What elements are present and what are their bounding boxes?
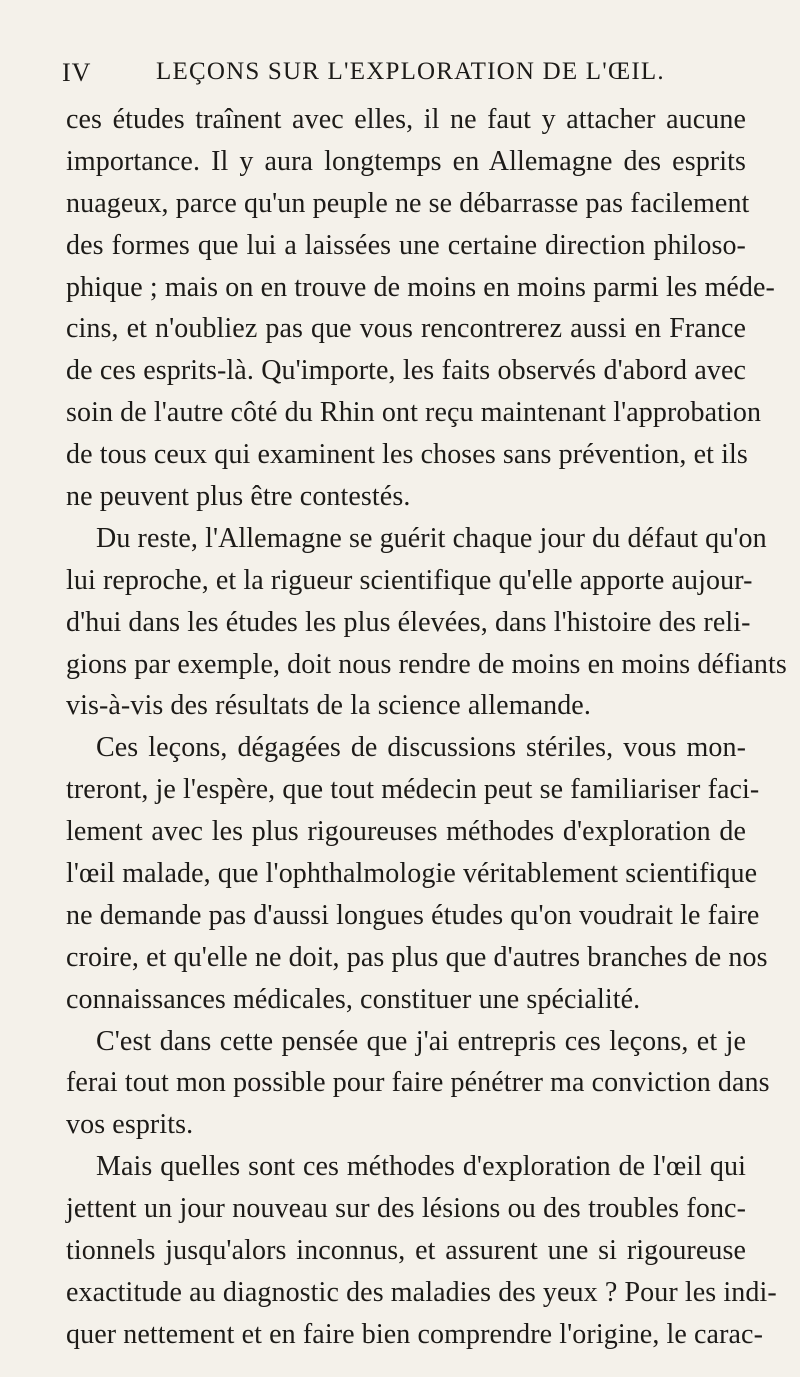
- text-line: ne peuvent plus être contestés.: [66, 481, 411, 513]
- text-line: ne demande pas d'aussi longues études qu'on voudrait le faire: [66, 899, 760, 931]
- text-line: lui reproche, et la rigueur scientifique qu'elle apporte aujour-: [66, 564, 753, 596]
- text-line: importance. Il y aura longtemps en Allemagne des esprits: [66, 145, 746, 177]
- text-line: l'œil malade, que l'ophthalmologie véritablement scientifique: [66, 858, 758, 890]
- text-line: exactitude au diagnostic des maladies des yeux ? Pour les indi-: [66, 1276, 777, 1308]
- text-line: tionnels jusqu'alors inconnus, et assurent une si rigoureuse: [66, 1235, 746, 1267]
- text-line: croire, et qu'elle ne doit, pas plus que d'autres branches de nos: [66, 941, 768, 973]
- text-line: de ces esprits-là. Qu'importe, les faits observés d'abord avec: [66, 355, 746, 387]
- text-line: cins, et n'oubliez pas que vous rencontrerez aussi en France: [66, 313, 746, 345]
- text-line: d'hui dans les études les plus élevées, dans l'histoire des reli-: [66, 606, 751, 638]
- body-text: [66, 99, 787, 1356]
- text-line: vos esprits.: [66, 1109, 194, 1141]
- text-line: ces études traînent avec elles, il ne faut y attacher aucune: [66, 104, 746, 135]
- text-line: jettent un jour nouveau sur des lésions ou des troubles fonc-: [66, 1193, 746, 1225]
- text-line: C'est dans cette pensée que j'ai entrepris ces leçons, et je: [96, 1025, 746, 1057]
- text-line: des formes que lui a laissées une certaine direction philoso-: [66, 229, 746, 261]
- page-number: IV: [62, 58, 92, 87]
- text-line: Ces leçons, dégagées de discussions stériles, vous mon-: [96, 732, 746, 764]
- text-line: quer nettement et en faire bien comprendre l'origine, le carac-: [66, 1318, 763, 1350]
- text-line: Du reste, l'Allemagne se guérit chaque jour du défaut qu'on: [96, 522, 767, 554]
- text-line: de tous ceux qui examinent les choses sans prévention, et ils: [66, 439, 748, 471]
- text-line: connaissances médicales, constituer une spécialité.: [66, 983, 641, 1015]
- page-header: [62, 58, 752, 92]
- text-line: gions par exemple, doit nous rendre de moins en moins défiants: [66, 648, 787, 680]
- text-line: Mais quelles sont ces méthodes d'exploration de l'œil qui: [96, 1151, 746, 1183]
- running-title: LEÇONS SUR L'EXPLORATION DE L'ŒIL.: [156, 58, 665, 85]
- text-line: nuageux, parce qu'un peuple ne se débarrasse pas facilement: [66, 187, 750, 219]
- text-line: treront, je l'espère, que tout médecin peut se familiariser faci-: [66, 774, 760, 806]
- text-line: soin de l'autre côté du Rhin ont reçu maintenant l'approbation: [66, 397, 762, 429]
- text-line: ferai tout mon possible pour faire pénétrer ma conviction dans: [66, 1067, 770, 1099]
- text-line: lement avec les plus rigoureuses méthodes d'exploration de: [66, 816, 746, 848]
- text-line: phique ; mais on en trouve de moins en moins parmi les méde-: [66, 271, 775, 303]
- text-line: vis-à-vis des résultats de la science allemande.: [66, 690, 591, 722]
